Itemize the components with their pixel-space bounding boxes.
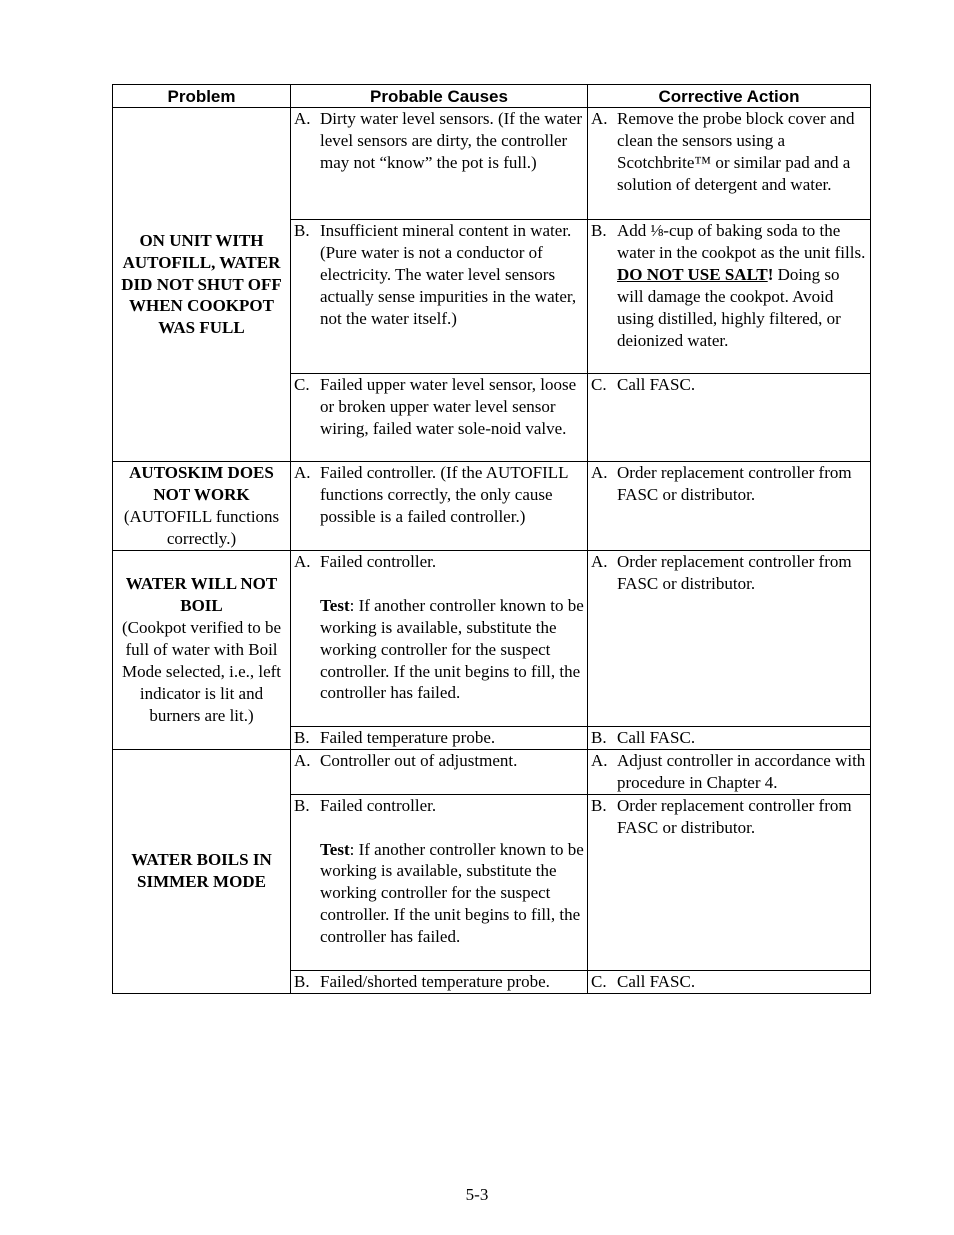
action-letter: C.: [591, 375, 607, 394]
cause-cell: [291, 727, 588, 750]
warning-exclamation: !: [767, 264, 774, 284]
cause-cell: [291, 794, 588, 970]
table-row: [113, 108, 871, 220]
cause-cell: [291, 108, 588, 220]
action-text: Call FASC.: [617, 375, 696, 394]
header-row: [113, 85, 871, 108]
page-number: 5-3: [465, 1185, 489, 1204]
action-cell: [588, 220, 871, 374]
table-row: [113, 462, 871, 551]
action-cell: [588, 551, 871, 727]
action-text: Order replacement controller from FASC or distributor.: [617, 552, 852, 593]
action-text: [617, 220, 868, 351]
cause-text: Dirty water level sensors. (If the water level sensors are dirty, the controller may not “know” the pot is full.): [320, 109, 582, 172]
cause-text: Controller out of adjustment.: [320, 750, 518, 770]
action-text: Call FASC.: [617, 728, 696, 747]
action-letter: A.: [591, 109, 608, 128]
action-text-pre: Add ⅛-cup of baking soda to the water in the cookpot as the unit fills.: [617, 221, 866, 262]
action-text: Call FASC.: [617, 971, 696, 991]
action-cell: [588, 727, 871, 750]
cause-letter: A.: [294, 463, 311, 482]
action-letter: B.: [591, 221, 607, 240]
cause-cell: [291, 970, 588, 993]
action-letter: B.: [591, 728, 607, 747]
table-row: [113, 749, 871, 794]
cause-letter: A.: [294, 552, 311, 571]
cause-letter: A.: [294, 109, 311, 128]
action-text: Order replacement controller from FASC or distributor.: [617, 795, 852, 837]
cause-letter: C.: [294, 375, 310, 394]
troubleshooting-table: [112, 84, 871, 994]
cause-letter: A.: [294, 750, 311, 770]
cause-text: Failed temperature probe.: [320, 728, 496, 747]
problem-cell: [113, 108, 291, 462]
action-cell: [588, 108, 871, 220]
action-cell: [588, 794, 871, 970]
problem-note: (Cookpot verified to be full of water with Boil Mode selected, i.e., left indicator is lit and burners are lit.): [121, 618, 282, 725]
cause-text: Failed controller.: [320, 795, 437, 815]
action-letter: C.: [591, 971, 607, 991]
cause-text: Failed upper water level sensor, loose or broken upper water level sensor wiring, failed water sole-noid valve.: [320, 375, 577, 438]
problem-cell: [113, 551, 291, 750]
cause-letter: B.: [294, 971, 310, 991]
action-cell: [588, 749, 871, 794]
cause-letter: B.: [294, 221, 310, 240]
action-letter: A.: [591, 750, 608, 770]
problem-title: ON UNIT WITH AUTOFILL, WATER DID NOT SHUT OFF WHEN COOKPOT WAS FULL: [121, 230, 282, 338]
problem-title: AUTOSKIM DOES NOT WORK: [129, 463, 274, 505]
cause-text: Failed controller.: [320, 552, 437, 571]
action-text-post: Doing so will damage the cookpot. Avoid using distilled, highly filtered, or deionized water.: [617, 264, 841, 350]
test-text: : If another controller known to be working is available, substitute the working controller for the suspect controller. If the unit begins to fill, the controller has failed.: [320, 595, 584, 703]
problem-title: WATER BOILS IN SIMMER MODE: [131, 850, 272, 892]
action-letter: A.: [591, 463, 608, 482]
table-row: [113, 551, 871, 727]
action-cell: [588, 970, 871, 993]
action-text: Remove the probe block cover and clean the sensors using a Scotchbrite™ or similar pad and a solution of detergent and water.: [617, 109, 855, 194]
test-label: Test: [320, 839, 350, 859]
test-label: Test: [320, 595, 350, 615]
header-probable-causes: Probable Causes: [291, 85, 588, 108]
cause-letter: B.: [294, 728, 310, 747]
problem-cell: [113, 749, 291, 993]
cause-cell: [291, 551, 588, 727]
action-letter: A.: [591, 552, 608, 571]
cause-cell: [291, 220, 588, 374]
problem-cell: [113, 462, 291, 551]
warning-text: DO NOT USE SALT: [617, 264, 768, 284]
cause-cell: [291, 462, 588, 551]
cause-cell: [291, 374, 588, 462]
header-corrective-action: Corrective Action: [588, 85, 871, 108]
action-letter: B.: [591, 795, 607, 815]
cause-letter: B.: [294, 795, 310, 815]
action-text: Adjust controller in accordance with procedure in Chapter 4.: [617, 750, 866, 792]
action-cell: [588, 462, 871, 551]
action-text: Order replacement controller from FASC or distributor.: [617, 463, 852, 504]
cause-cell: [291, 749, 588, 794]
cause-text: Failed/shorted temperature probe.: [320, 971, 550, 991]
cause-text: Insufficient mineral content in water. (Pure water is not a conductor of electricity. The water level sensors actually sense impurities in the water, not the water itself.): [320, 221, 577, 328]
test-text: : If another controller known to be working is available, substitute the working controller for the suspect controller. If the unit begins to fill, the controller has failed.: [320, 839, 584, 947]
problem-note: (AUTOFILL functions correctly.): [123, 507, 280, 548]
header-problem: Problem: [113, 85, 291, 108]
problem-title: WATER WILL NOT BOIL: [125, 574, 278, 616]
cause-text: Failed controller. (If the AUTOFILL functions correctly, the only cause possible is a failed controller.): [320, 463, 568, 526]
action-cell: [588, 374, 871, 462]
